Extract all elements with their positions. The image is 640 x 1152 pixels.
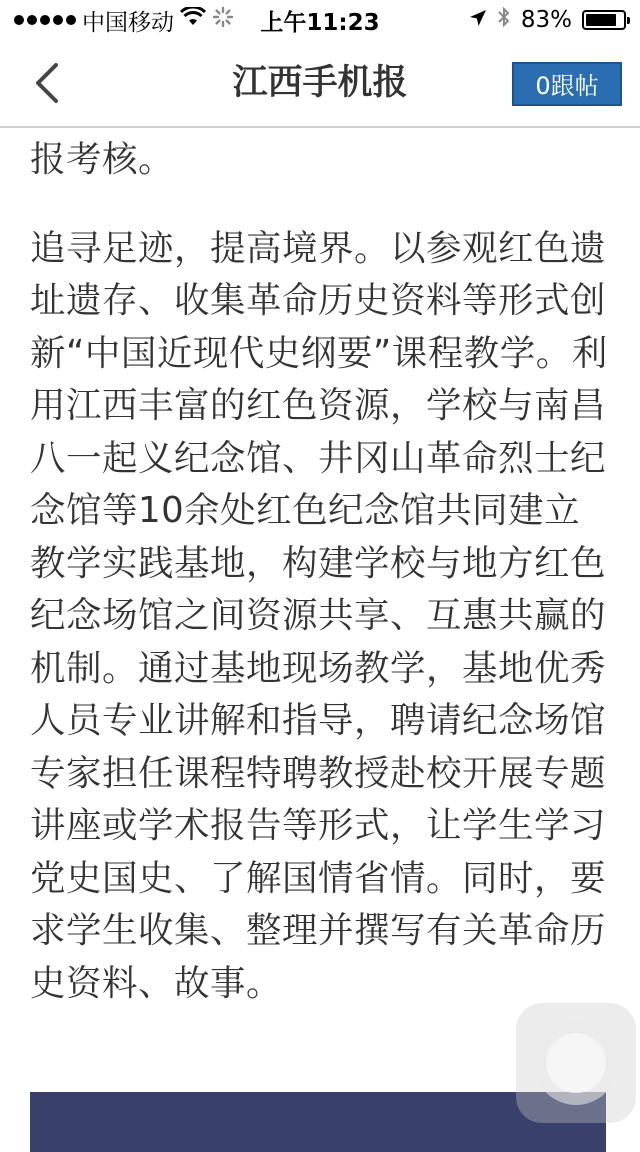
article-paragraph: 追寻足迹，提高境界。以参观红色遗址遗存、收集革命历史资料等形式创新“中国近现代史纲要”课程教学。利用江西丰富的红色资源，学校与南昌八一起义纪念馆、井冈山革命烈士纪念馆等10余处红色纪念馆共同建立教学实践基地，构建学校与地方红色纪念场馆之间资源共享、互惠共赢的机制。通过基地现场教学，基地优秀人员专业讲解和指导，聘请纪念场馆专家担任课程特聘教授赴校开展专题讲座或学术报告等形式，让学生学习党史国史、了解国情省情。同时，要求学生收集、整理并撰写有关革命历史资料、故事。 — [30, 227, 608, 1004]
assistive-touch-button[interactable] — [516, 1003, 636, 1123]
battery-percent: 83% — [520, 7, 572, 33]
status-time: 上午11:23 — [260, 9, 380, 36]
activity-spinner-icon — [212, 6, 234, 34]
wifi-icon — [180, 7, 206, 33]
status-left — [14, 4, 264, 37]
location-arrow-icon — [469, 7, 487, 33]
nav-bar — [0, 40, 640, 128]
page-title: 江西手机报 — [232, 63, 408, 103]
paragraph-prev-end: 报考核。 — [30, 139, 175, 180]
article-body — [30, 128, 614, 1010]
carrier-label: 中国移动 — [82, 9, 174, 36]
reply-count-button[interactable]: 0跟帖 — [512, 62, 622, 106]
battery-icon — [582, 10, 626, 30]
status-bar — [0, 0, 640, 40]
bluetooth-icon — [497, 6, 511, 34]
signal-strength-icon — [14, 15, 76, 25]
status-right — [469, 6, 626, 34]
